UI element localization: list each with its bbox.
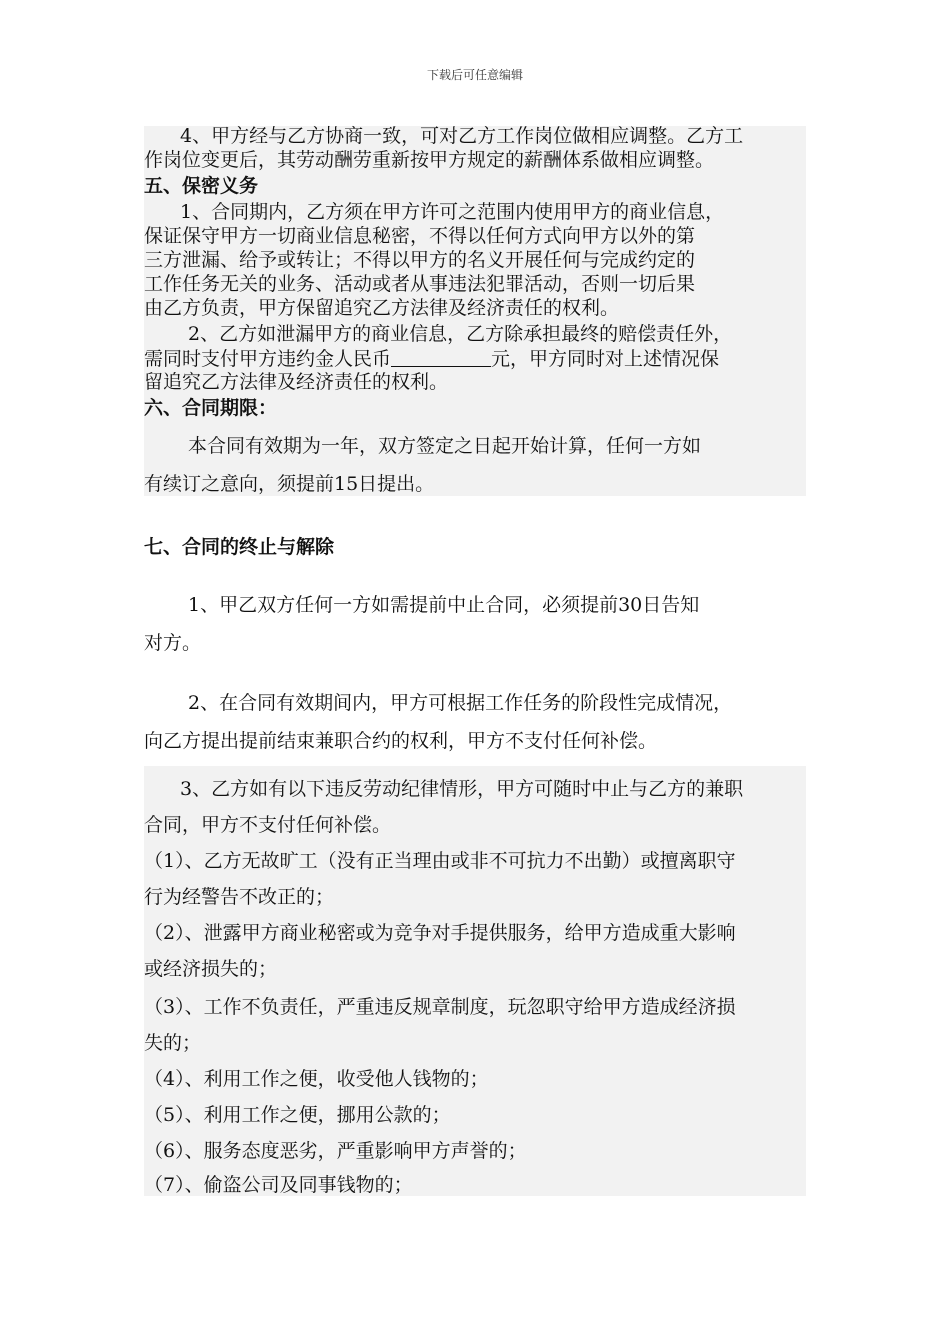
violation-item-1-line-2: 行为经警告不改正的；: [144, 886, 335, 908]
confidentiality-para-1-line-4: 工作任务无关的业务、活动或者从事违法犯罪活动，否则一切后果: [144, 273, 696, 295]
confidentiality-para-2-line-2-a: 需同时支付甲方违约金人民币: [144, 348, 392, 370]
page-header: 下载后可任意编辑: [426, 68, 523, 82]
termination-para-2-line-1: 2、在合同有效期间内，甲方可根据工作任务的阶段性完成情况，: [188, 692, 733, 714]
violation-item-7: （7）、偷盗公司及同事钱物的；: [144, 1174, 413, 1196]
termination-para-1-line-1: 1、甲乙双方任何一方如需提前中止合同，必须提前30日告知: [188, 594, 700, 616]
termination-para-3-line-2: 合同，甲方不支付任何补偿。: [144, 814, 392, 836]
violation-item-3-line-1: （3）、工作不负责任，严重违反规章制度，玩忽职守给甲方造成经济损: [144, 996, 736, 1018]
violation-item-2-line-1: （2）、泄露甲方商业秘密或为竞争对手提供服务，给甲方造成重大影响: [144, 922, 736, 944]
violation-item-2-line-2: 或经济损失的；: [144, 958, 278, 980]
confidentiality-para-2-line-2-b: 元，甲方同时对上述情况保: [491, 348, 720, 370]
penalty-amount-blank: [391, 348, 491, 367]
term-para-line-1: 本合同有效期为一年，双方签定之日起开始计算，任何一方如: [188, 435, 702, 457]
term-para-line-2: 有续订之意向，须提前15日提出。: [144, 473, 435, 495]
violation-item-1-line-1: （1）、乙方无故旷工（没有正当理由或非不可抗力不出勤）或擅离职守: [144, 850, 736, 872]
violation-item-4: （4）、利用工作之便，收受他人钱物的；: [144, 1068, 489, 1090]
section-title-confidentiality: 五、保密义务: [144, 175, 259, 197]
confidentiality-para-1-line-1: 1、合同期内，乙方须在甲方许可之范围内使用甲方的商业信息，: [180, 201, 725, 223]
violation-item-6: （6）、服务态度恶劣，严重影响甲方声誉的；: [144, 1140, 527, 1162]
confidentiality-para-2-line-1: 2、乙方如泄漏甲方的商业信息，乙方除承担最终的赔偿责任外，: [188, 323, 733, 345]
section-block-bottom: [144, 766, 806, 1196]
termination-para-1-line-2: 对方。: [144, 632, 202, 654]
para-4-line-2: 作岗位变更后，其劳动酬劳重新按甲方规定的薪酬体系做相应调整。: [144, 149, 715, 171]
section-title-termination: 七、合同的终止与解除: [144, 536, 335, 558]
confidentiality-para-2-line-3: 留追究乙方法律及经济责任的权利。: [144, 371, 449, 393]
termination-para-3-line-1: 3、乙方如有以下违反劳动纪律情形，甲方可随时中止与乙方的兼职: [180, 778, 744, 800]
violation-item-3-line-2: 失的；: [144, 1032, 202, 1054]
violation-item-5: （5）、利用工作之便，挪用公款的；: [144, 1104, 451, 1126]
section-title-term: 六、合同期限：: [144, 397, 278, 419]
section-block-top: [144, 126, 806, 496]
termination-para-2-line-2: 向乙方提出提前结束兼职合约的权利，甲方不支付任何补偿。: [144, 730, 658, 752]
confidentiality-para-1-line-3: 三方泄漏、给予或转让；不得以甲方的名义开展任何与完成约定的: [144, 249, 696, 271]
confidentiality-para-1-line-5: 由乙方负责，甲方保留追究乙方法律及经济责任的权利。: [144, 297, 620, 319]
confidentiality-para-1-line-2: 保证保守甲方一切商业信息秘密，不得以任何方式向甲方以外的第: [144, 225, 696, 247]
para-4-line-1: 4、甲方经与乙方协商一致，可对乙方工作岗位做相应调整。乙方工: [180, 125, 744, 147]
confidentiality-para-2-line-2: [144, 348, 719, 370]
